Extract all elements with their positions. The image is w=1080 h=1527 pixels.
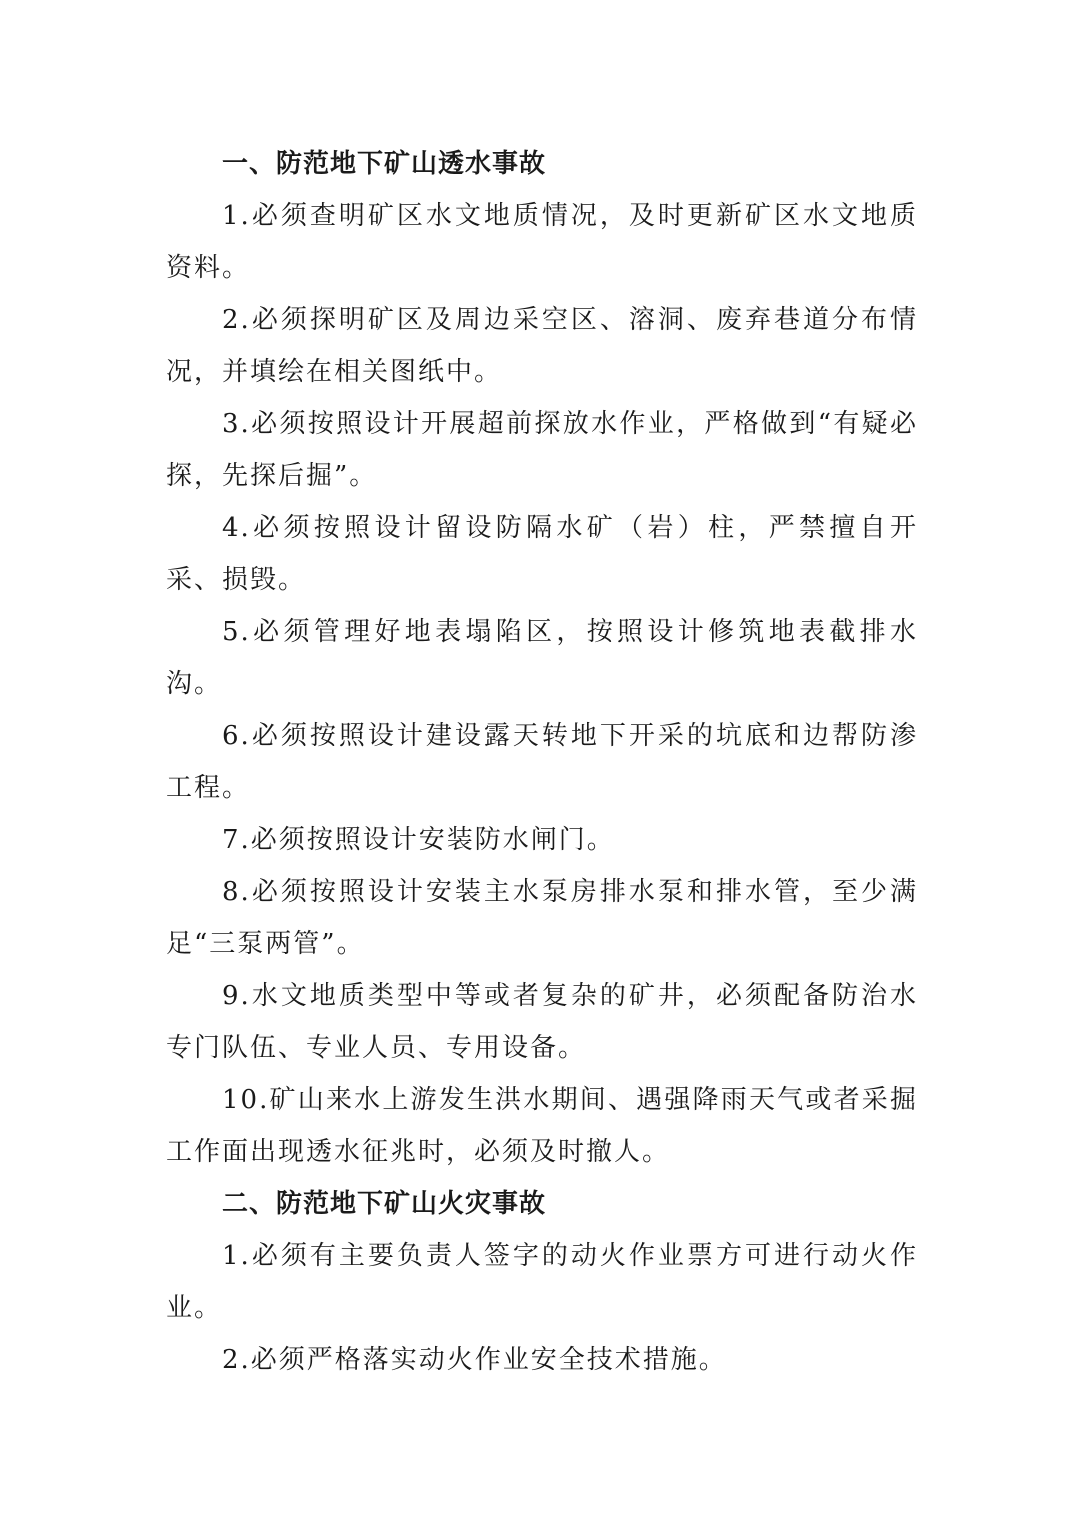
section-1-item-3: 3.必须按照设计开展超前探放水作业，严格做到“有疑必探，先探后掘”。 xyxy=(166,409,918,491)
section-1-item-2: 2.必须探明矿区及周边采空区、溶洞、废弃巷道分布情况，并填绘在相关图纸中。 xyxy=(166,305,918,387)
section-1-item-5: 5.必须管理好地表塌陷区，按照设计修筑地表截排水沟。 xyxy=(166,617,918,699)
document-body xyxy=(166,138,918,1386)
section-1-item-10: 10.矿山来水上游发生洪水期间、遇强降雨天气或者采掘工作面出现透水征兆时，必须及时撤人。 xyxy=(166,1085,918,1167)
section-heading-1: 一、防范地下矿山透水事故 xyxy=(222,149,547,179)
section-1-item-1: 1.必须查明矿区水文地质情况，及时更新矿区水文地质资料。 xyxy=(166,201,918,283)
section-1-item-9: 9.水文地质类型中等或者复杂的矿井，必须配备防治水专门队伍、专业人员、专用设备。 xyxy=(166,981,918,1063)
section-1-item-8: 8.必须按照设计安装主水泵房排水泵和排水管，至少满足“三泵两管”。 xyxy=(166,877,918,959)
section-1-item-6: 6.必须按照设计建设露天转地下开采的坑底和边帮防渗工程。 xyxy=(166,721,918,803)
section-heading-2: 二、防范地下矿山火灾事故 xyxy=(222,1189,547,1219)
section-2-item-2: 2.必须严格落实动火作业安全技术措施。 xyxy=(222,1345,727,1375)
section-2-item-1: 1.必须有主要负责人签字的动火作业票方可进行动火作业。 xyxy=(166,1241,918,1323)
section-1-item-4: 4.必须按照设计留设防隔水矿（岩）柱，严禁擅自开采、损毁。 xyxy=(166,513,918,595)
section-1-item-7: 7.必须按照设计安装防水闸门。 xyxy=(222,825,615,855)
